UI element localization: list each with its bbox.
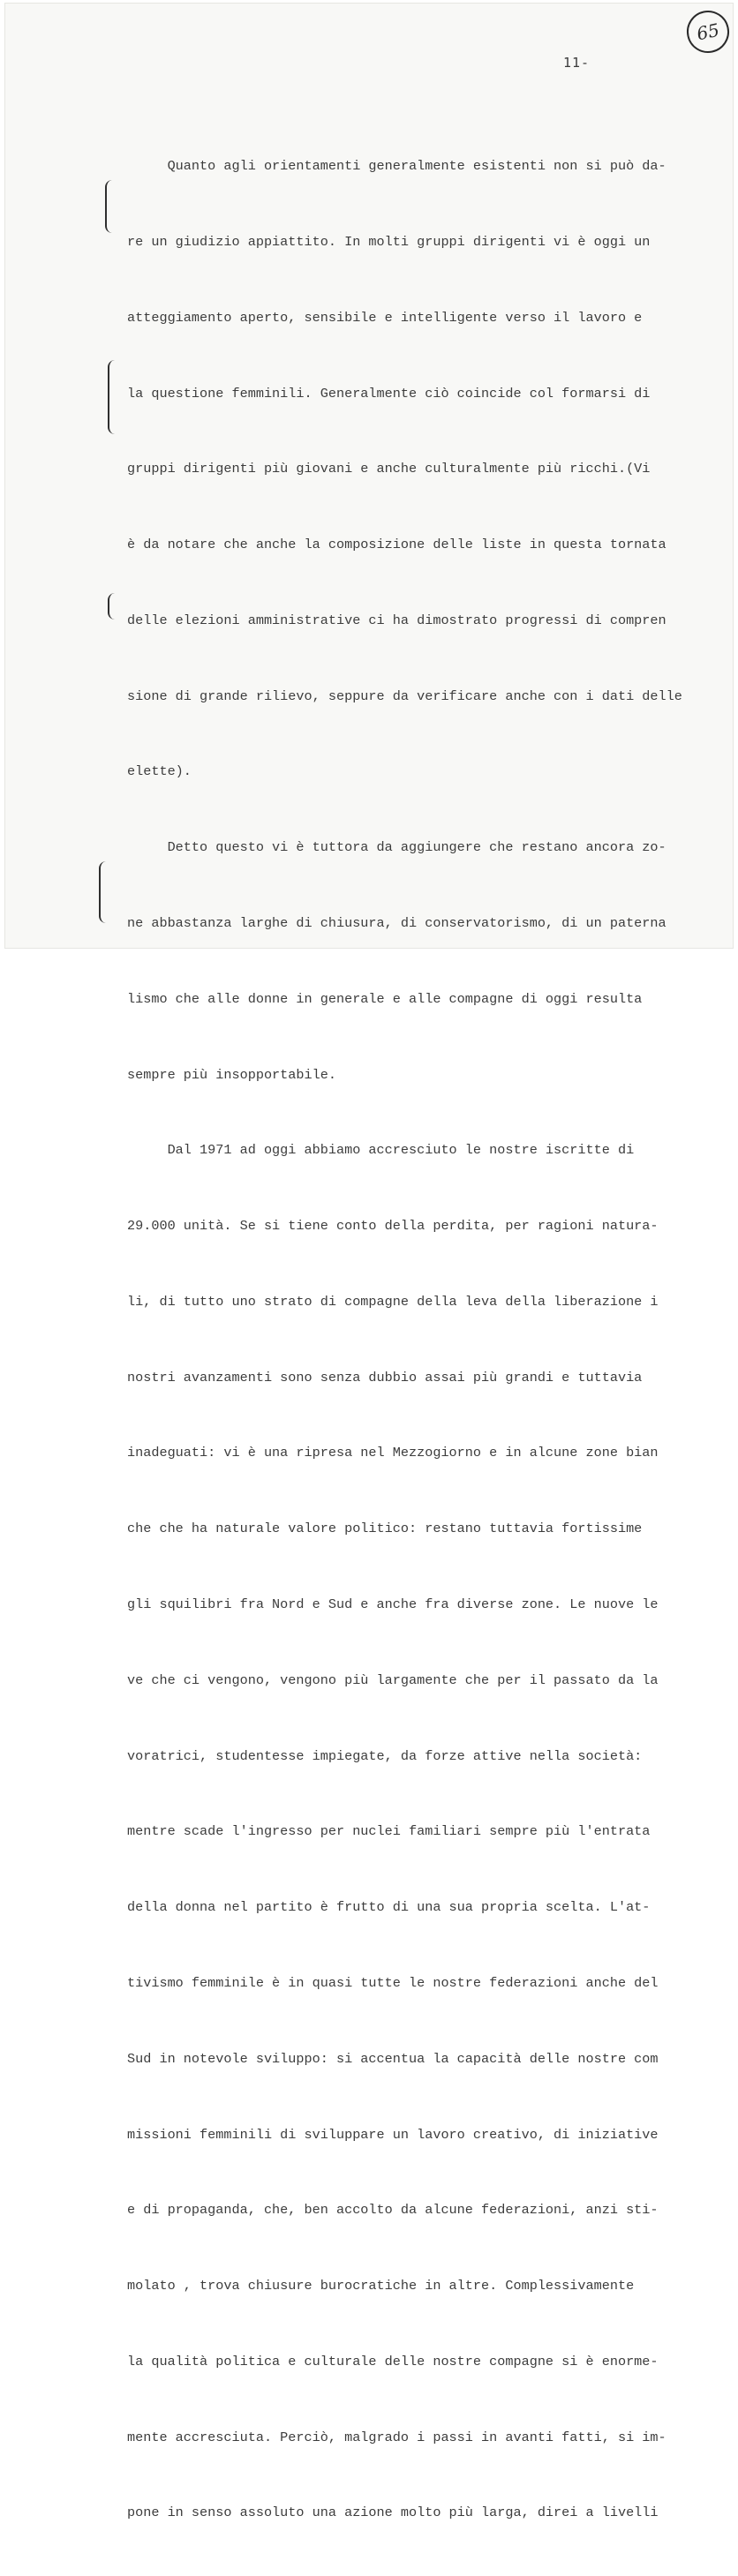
text-line: la qualità politica e culturale delle nostre compagne si è enorme- — [127, 2353, 659, 2369]
text-line: inadeguati: vi è una ripresa nel Mezzogiorno e in alcune zone bian — [127, 1445, 659, 1461]
text-line: Sud in notevole sviluppo: si accentua la capacità delle nostre com — [127, 2050, 659, 2067]
text-line: della donna nel partito è frutto di una sua propria scelta. L'at- — [127, 1899, 651, 1916]
text-line: gruppi dirigenti più giovani e anche culturalmente più ricchi.(Vi — [127, 461, 651, 477]
text-line: ve che ci vengono, vengono più largamente che per il passato da la — [127, 1671, 659, 1688]
text-line: nostri avanzamenti sono senza dubbio assai più grandi e tuttavia — [127, 1369, 643, 1386]
folio-stamp: 65 — [683, 7, 734, 57]
text-line: pone in senso assoluto una azione molto più larga, direi a livelli — [127, 2505, 659, 2521]
text-line: la questione femminili. Generalmente ciò coincide col formarsi di — [127, 385, 651, 402]
text-line: sione di grande rilievo, seppure da verificare anche con i dati delle — [127, 687, 682, 704]
text-line: che che ha naturale valore politico: restano tuttavia fortissime — [127, 1521, 643, 1537]
text-line: li, di tutto uno strato di compagne della leva della liberazione i — [127, 1293, 659, 1310]
text-line: elette). — [127, 763, 192, 780]
text-line: Detto questo vi è tuttora da aggiungere che restano ancora zo- — [127, 839, 666, 856]
text-line: re un giudizio appiattito. In molti gruppi dirigenti vi è oggi un — [127, 233, 651, 250]
text-line: è da notare che anche la composizione delle liste in questa tornata — [127, 537, 666, 553]
text-line: molato , trova chiusure burocratiche in altre. Complessivamente — [127, 2278, 635, 2294]
body-text — [127, 103, 736, 2576]
text-line: delle elezioni amministrative ci ha dimostrato progressi di compren — [127, 612, 666, 628]
margin-bracket-2 — [108, 360, 115, 434]
page-number: 11- — [563, 55, 591, 71]
text-line: mentre scade l'ingresso per nuclei familiari sempre più l'entrata — [127, 1823, 651, 1840]
text-line: atteggiamento aperto, sensibile e intelligente verso il lavoro e — [127, 309, 643, 326]
typewritten-page — [5, 4, 733, 2521]
text-line: voratrici, studentesse impiegate, da forze attive nella società: — [127, 1747, 643, 1764]
text-line: missioni femminili di sviluppare un lavoro creativo, di iniziative — [127, 2126, 659, 2143]
text-line: sempre più insopportabile. — [127, 1066, 336, 1083]
text-line: gli squilibri fra Nord e Sud e anche fra diverse zone. Le nuove le — [127, 1596, 659, 1613]
text-line: ne abbastanza larghe di chiusura, di conservatorismo, di un paterna — [127, 915, 666, 931]
text-line: Dal 1971 ad oggi abbiamo accresciuto le nostre iscritte di — [127, 1142, 635, 1159]
margin-bracket-3 — [108, 593, 115, 620]
text-line: mente accresciuta. Perciò, malgrado i passi in avanti fatti, si im- — [127, 2429, 666, 2445]
text-line: 29.000 unità. Se si tiene conto della perdita, per ragioni natura- — [127, 1218, 659, 1235]
text-line: tivismo femminile è in quasi tutte le nostre federazioni anche del — [127, 1974, 659, 1991]
text-line: Quanto agli orientamenti generalmente esistenti non si può da- — [127, 158, 666, 175]
margin-bracket-1 — [105, 180, 112, 233]
margin-bracket-4 — [99, 861, 106, 923]
text-line: lismo che alle donne in generale e alle compagne di oggi resulta — [127, 990, 643, 1007]
text-line: e di propaganda, che, ben accolto da alcune federazioni, anzi sti- — [127, 2202, 659, 2219]
